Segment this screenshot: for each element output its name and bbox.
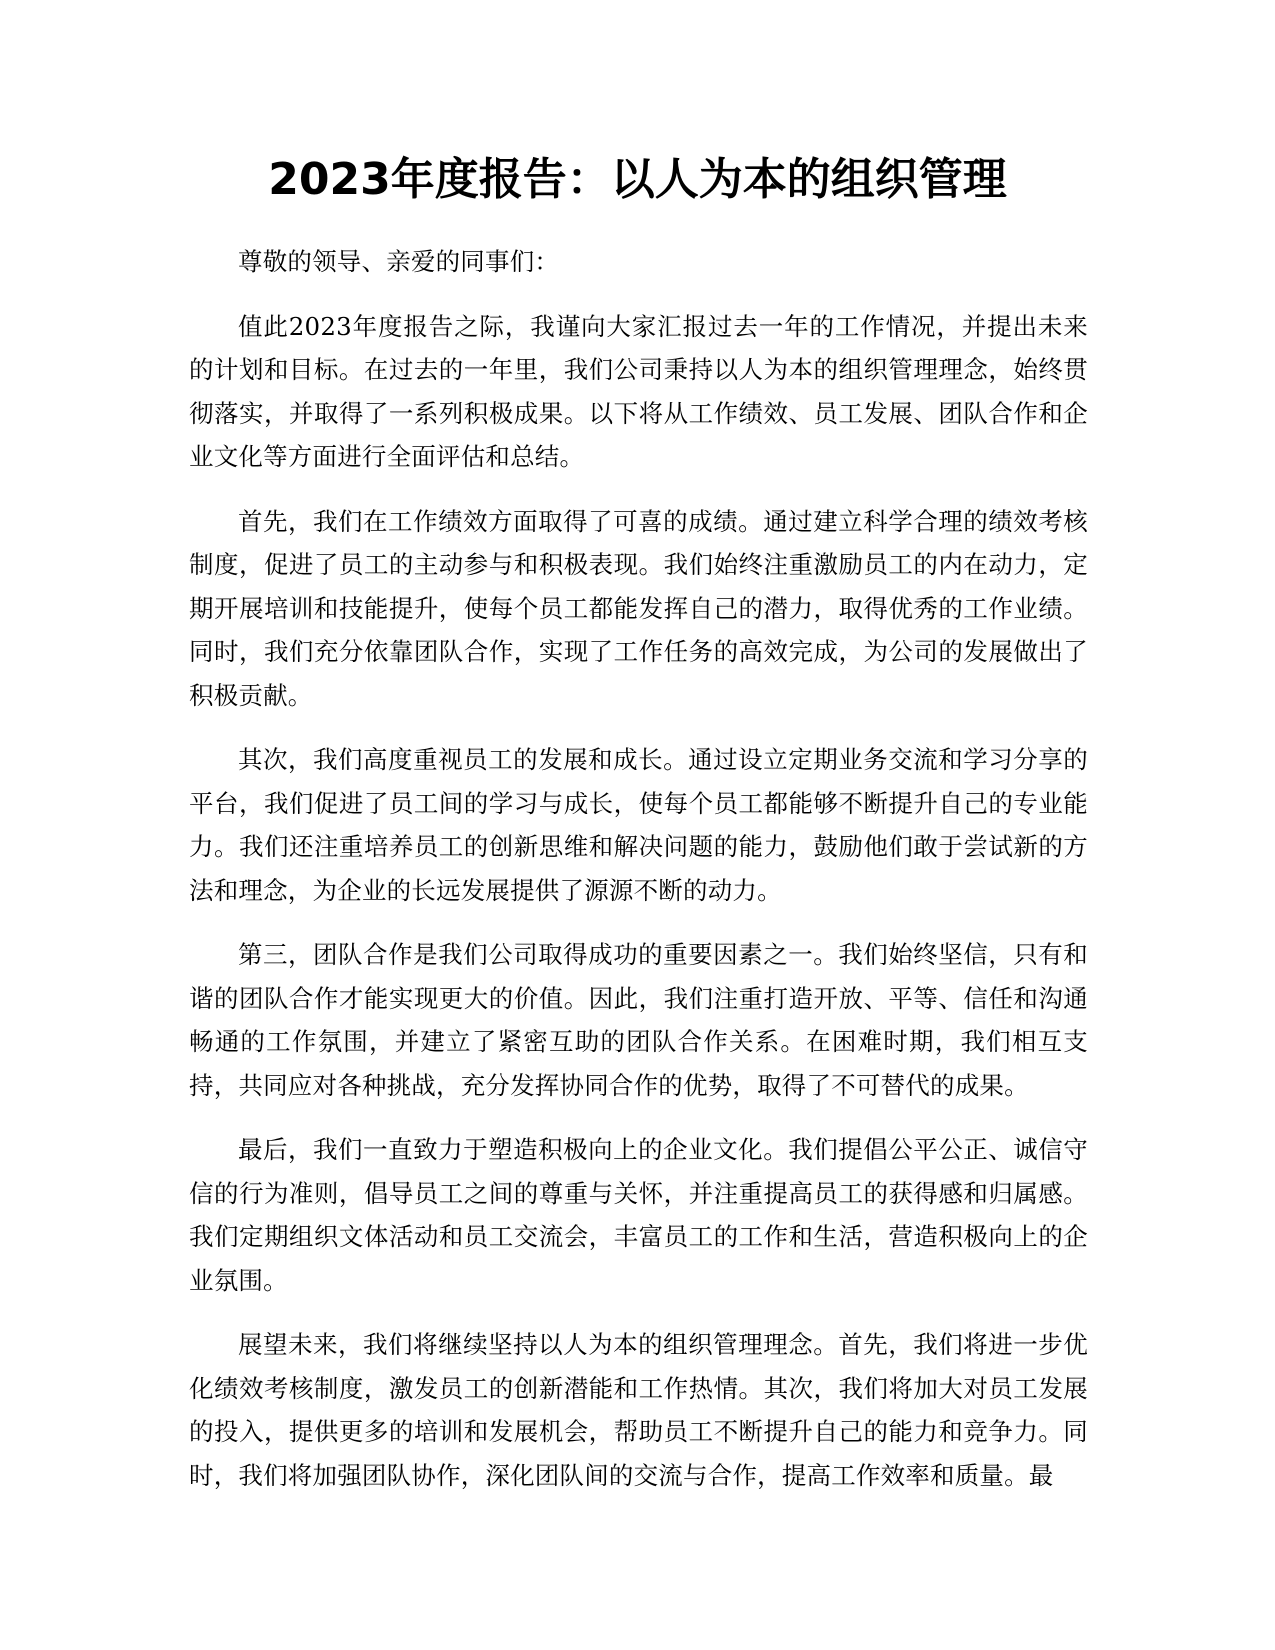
body-paragraph-1: 值此2023年度报告之际，我谨向大家汇报过去一年的工作情况，并提出未来的计划和目标。在过去的一年里，我们公司秉持以人为本的组织管理理念，始终贯彻落实，并取得了一系列积极成果。以下将从工作绩效、员工发展、团队合作和企业文化等方面进行全面评估和总结。 [189, 311, 1088, 471]
document-title: 2023年度报告：以人为本的组织管理 [268, 154, 1007, 205]
body-paragraph-2: 首先，我们在工作绩效方面取得了可喜的成绩。通过建立科学合理的绩效考核制度，促进了员工的主动参与和积极表现。我们始终注重激励员工的内在动力，定期开展培训和技能提升，使每个员工都能发挥自己的潜力，取得优秀的工作业绩。同时，我们充分依靠团队合作，实现了工作任务的高效完成，为公司的发展做出了积极贡献。 [189, 506, 1088, 710]
body-paragraph-4: 第三，团队合作是我们公司取得成功的重要因素之一。我们始终坚信，只有和谐的团队合作才能实现更大的价值。因此，我们注重打造开放、平等、信任和沟通畅通的工作氛围，并建立了紧密互助的团队合作关系。在困难时期，我们相互支持，共同应对各种挑战，充分发挥协同合作的优势，取得了不可替代的成果。 [189, 940, 1088, 1100]
document-body [189, 240, 1088, 1518]
body-paragraph-6: 展望未来，我们将继续坚持以人为本的组织管理理念。首先，我们将进一步优化绩效考核制度，激发员工的创新潜能和工作热情。其次，我们将加大对员工发展的投入，提供更多的培训和发展机会，帮助员工不断提升自己的能力和竞争力。同时，我们将加强团队协作，深化团队间的交流与合作，提高工作效率和质量。最 [189, 1330, 1088, 1490]
body-paragraph-3: 其次，我们高度重视员工的发展和成长。通过设立定期业务交流和学习分享的平台，我们促进了员工间的学习与成长，使每个员工都能够不断提升自己的专业能力。我们还注重培养员工的创新思维和解决问题的能力，鼓励他们敢于尝试新的方法和理念，为企业的长远发展提供了源源不断的动力。 [189, 745, 1088, 905]
body-paragraph-5: 最后，我们一直致力于塑造积极向上的企业文化。我们提倡公平公正、诚信守信的行为准则，倡导员工之间的尊重与关怀，并注重提高员工的获得感和归属感。我们定期组织文体活动和员工交流会，丰富员工的工作和生活，营造积极向上的企业氛围。 [189, 1135, 1088, 1295]
greeting-paragraph: 尊敬的领导、亲爱的同事们： [238, 247, 560, 276]
